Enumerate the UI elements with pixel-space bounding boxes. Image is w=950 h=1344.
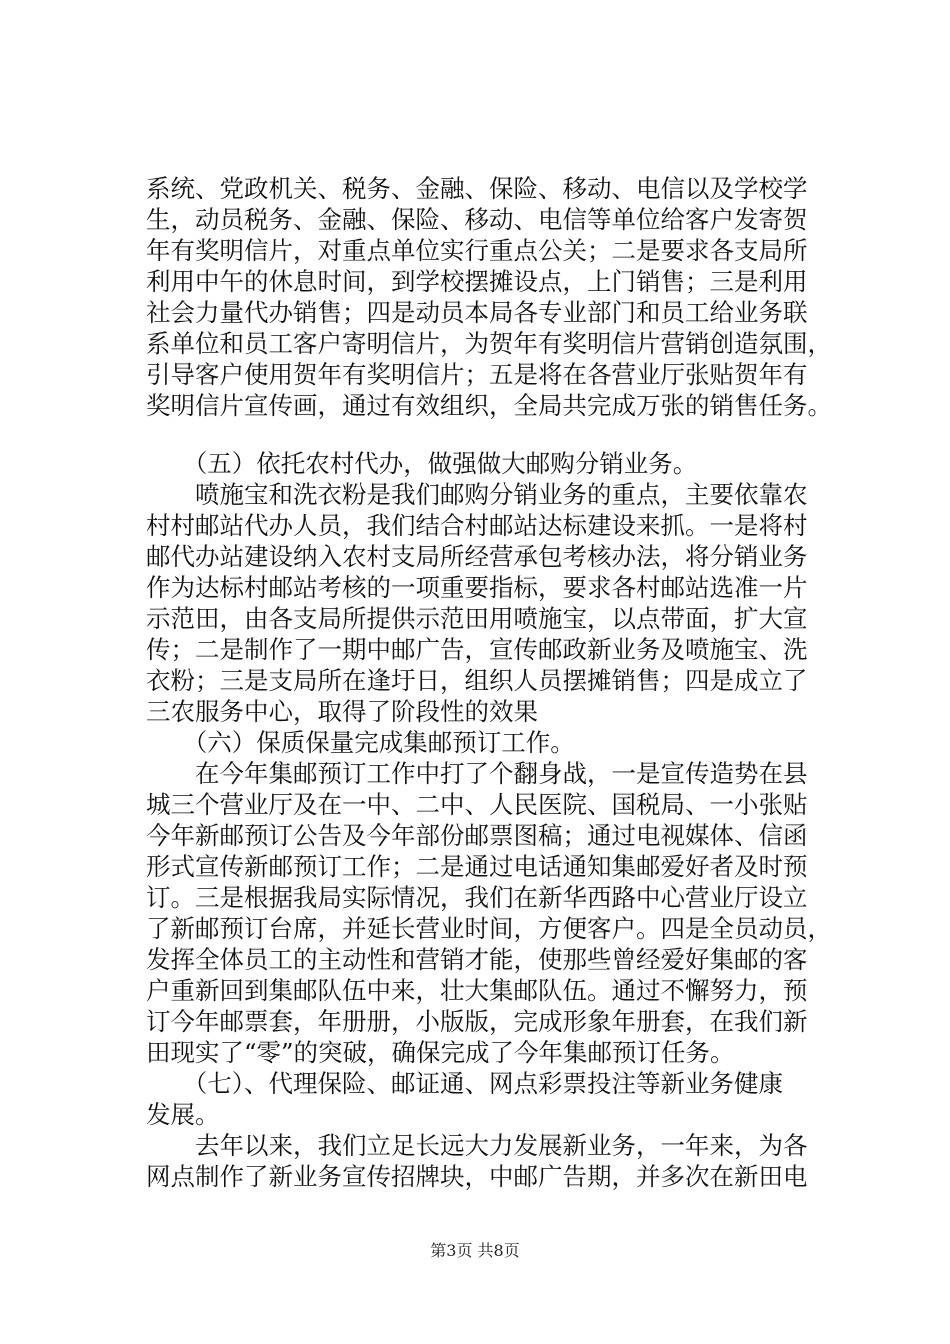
paragraph-block-2 [146,448,836,1192]
text-line: 社会力量代办销售；四是动员本局各专业部门和员工给业务联 [146,298,808,327]
text-line: 衣粉；三是支局所在逢圩日，组织人员摆摊销售；四是成立了 [146,666,808,695]
text-line: 引导客户使用贺年有奖明信片；五是将在各营业厅张贴贺年有 [146,360,808,389]
text-line: 发展。 [146,1100,220,1129]
text-line: 作为达标村邮站考核的一项重要指标，要求各村邮站选准一片 [146,573,808,602]
text-line: 三农服务中心，取得了阶段性的效果 [146,697,538,726]
text-line: 喷施宝和洗衣粉是我们邮购分销业务的重点，主要依靠农 [146,480,808,509]
document-body [146,173,836,1192]
text-line: 在今年集邮预订工作中打了个翻身战，一是宣传造势在县 [146,759,808,788]
text-line: 利用中午的休息时间，到学校摆摊设点，上门销售；三是利用 [146,267,808,296]
paragraph-spacer [146,421,836,448]
page-footer: 第3页 共8页 [430,1241,520,1260]
text-line: 系统、党政机关、税务、金融、保险、移动、电信以及学校学 [146,174,808,203]
text-line: 了新邮预订台席，并延长营业时间，方便客户。四是全员动员， [146,914,832,943]
section-heading: （七）、代理保险、邮证通、网点彩票投注等新业务健康 [146,1069,783,1098]
text-line: 系单位和员工客户寄明信片，为贺年有奖明信片营销创造氛围， [146,329,832,358]
text-line: 示范田，由各支局所提供示范田用喷施宝，以点带面，扩大宣 [146,604,808,633]
text-line: 生，动员税务、金融、保险、移动、电信等单位给客户发寄贺 [146,205,808,234]
text-line: 户重新回到集邮队伍中来，壮大集邮队伍。通过不懈努力，预 [146,976,808,1005]
text-line: 村村邮站代办人员，我们结合村邮站达标建设来抓。一是将村 [146,511,808,540]
text-line: 网点制作了新业务宣传招牌块，中邮广告期，并多次在新田电 [146,1162,808,1191]
text-line: 田现实了“零”的突破，确保完成了今年集邮预订任务。 [146,1038,735,1067]
text-line: 城三个营业厅及在一中、二中、人民医院、国税局、一小张贴 [146,790,808,819]
text-line: 今年新邮预订公告及今年部份邮票图稿；通过电视媒体、信函 [146,821,808,850]
text-line: 邮代办站建设纳入农村支局所经营承包考核办法，将分销业务 [146,542,808,571]
text-line: 订。三是根据我局实际情况，我们在新华西路中心营业厅设立 [146,883,808,912]
text-line: 发挥全体员工的主动性和营销才能，使那些曾经爱好集邮的客 [146,945,808,974]
paragraph-block-1 [146,173,836,421]
section-heading: （五）依托农村代办，做强做大邮购分销业务。 [146,449,698,478]
text-line: 去年以来，我们立足长远大力发展新业务，一年来，为各 [146,1131,808,1160]
text-line: 奖明信片宣传画，通过有效组织，全局共完成万张的销售任务。 [146,391,832,420]
section-heading: （六）保质保量完成集邮预订工作。 [146,728,575,757]
text-line: 传；二是制作了一期中邮广告，宣传邮政新业务及喷施宝、洗 [146,635,808,664]
text-line: 订今年邮票套，年册册，小版版，完成形象年册套，在我们新 [146,1007,808,1036]
text-line: 形式宣传新邮预订工作；二是通过电话通知集邮爱好者及时预 [146,852,808,881]
text-line: 年有奖明信片，对重点单位实行重点公关；二是要求各支局所 [146,236,808,265]
